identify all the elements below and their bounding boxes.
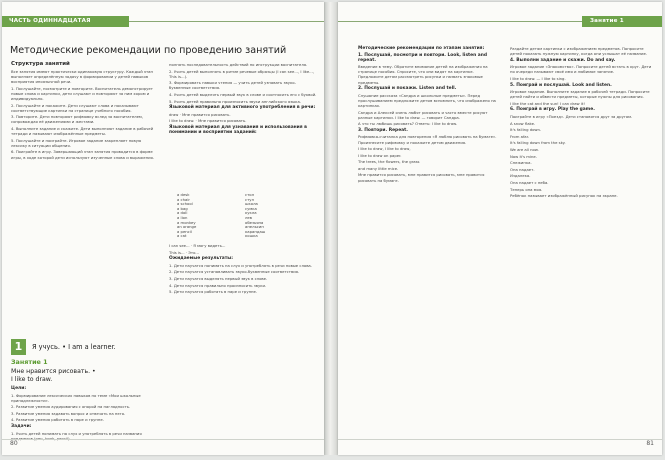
lesson-subtitle: Занятие 1 bbox=[11, 358, 48, 366]
paragraph: The trees, the flowers, the grass bbox=[358, 159, 420, 165]
paragraph: Мне нравится рисовать, мне нравится рисовать, мне нравится рисовать на бумаге. bbox=[358, 172, 485, 183]
paragraph: Ребёнок называет изображённый рисунок на экране. bbox=[510, 193, 618, 199]
paragraph: I like to draw on paper. bbox=[358, 152, 402, 158]
paragraph: I like the cat and the sun! I can draw it! bbox=[510, 100, 585, 106]
vocab-item: обезьяна bbox=[245, 219, 264, 225]
subheading: 2. Послушай и покажи. Listen and tell. bbox=[358, 86, 457, 92]
vocab-item: an orange bbox=[177, 224, 197, 230]
paragraph: I like to draw. · Мне нравится рисовать. bbox=[169, 118, 247, 124]
subheading: 6. Поиграй в игру. Play the game. bbox=[510, 107, 595, 113]
vocab-item: a chair bbox=[177, 196, 190, 202]
subheading: Ожидаемые результаты: bbox=[169, 256, 234, 262]
left-page bbox=[2, 2, 324, 455]
vocab-item: a desk bbox=[177, 192, 190, 197]
paragraph: This is... · Это... bbox=[169, 249, 200, 255]
vocab-item: лев bbox=[245, 214, 253, 220]
subheading: 4. Выполни задание и скажи. Do and say. bbox=[510, 57, 616, 63]
left-column-1-goals bbox=[11, 386, 157, 442]
paragraph: draw · Мне нравится рисовать. bbox=[169, 111, 231, 117]
paragraph: Снежинка. bbox=[510, 160, 532, 166]
paragraph: А что ты любишь рисовать? Ответь: I like to draw. bbox=[358, 121, 458, 127]
paragraph: 3. Формировать навыки чтения — учить детей узнавать звуко-буквенные соответствия. bbox=[169, 80, 296, 91]
paragraph: 5. Учить детей правильно произносить звуки английского языка. bbox=[169, 98, 302, 104]
paragraph: 3. Дети научатся выделять первый звук в слове. bbox=[169, 275, 268, 281]
paragraph: 3. Повторите. Дети повторяют рифмовку вслед за воспитателем, сопровождая её движениями и жестами. bbox=[11, 114, 143, 125]
paragraph: Раздайте детям картинки с изображением предметов. Попросите детей показать нужную картинку, когда они услышат её название. bbox=[510, 46, 648, 57]
paragraph: We are all now. bbox=[510, 147, 539, 152]
right-column-2 bbox=[510, 46, 654, 200]
header-rule bbox=[129, 21, 324, 22]
vocab-item: a monkey bbox=[177, 219, 196, 225]
left-column-1 bbox=[11, 62, 157, 161]
paragraph: 1. Послушайте, посмотрите и повторите. Воспитатель демонстрирует новые слова и картинки, дети слушают и повторяют за ним хором и индивидуально. bbox=[11, 85, 153, 102]
paragraph: 4. Развитие умения работать в паре и группе. bbox=[11, 417, 104, 423]
paragraph: полнять последовательность действий по инструкции воспитателя. bbox=[169, 62, 308, 67]
right-column-1 bbox=[358, 46, 498, 184]
paragraph: 2. Развитие умения аудирования с опорой на наглядность. bbox=[11, 404, 131, 410]
paragraph: Игровое задание «Знакомство». Попросите детей встать в круг. Дети по очереди называют своё имя и любимое занятие. bbox=[510, 64, 652, 75]
subheading: 5. Поиграй и послушай. Look and listen. bbox=[510, 82, 612, 88]
paragraph: 2. Послушайте и покажите. Дети слушают слова и показывают соответствующие картинки на странице учебного пособия. bbox=[11, 102, 139, 113]
paragraph: Издалека. bbox=[510, 173, 531, 179]
vocab-item: a doll bbox=[177, 210, 188, 216]
paragraph: and many little mice. bbox=[358, 165, 399, 171]
vocab-item: апельсин bbox=[245, 224, 264, 230]
paragraph: It's falling down from the sky. bbox=[510, 140, 566, 146]
paragraph: Сандра и Алексей очень любят рисовать и часто вместе рисуют разные картинки. I like to draw. — говорит Сандра. bbox=[358, 109, 488, 120]
subheading: Методические рекомендации по этапам занятия: bbox=[358, 46, 485, 51]
paragraph: It's falling down. bbox=[510, 127, 542, 133]
paragraph: Игровое задание. Выполните задание в рабочей тетради. Попросите детей найти и обвести предметы, которые нужны для рисования. bbox=[510, 89, 650, 100]
paragraph: 4. Выполните задание и скажите. Дети выполняют задание в рабочей тетради и называют изображённые предметы. bbox=[11, 126, 154, 137]
paragraph: Она падает с неба. bbox=[510, 179, 549, 185]
vocab-item: кукла bbox=[245, 210, 257, 216]
lesson-title: Я учусь. • I am a learner. bbox=[32, 343, 116, 351]
vocab-item: школа bbox=[245, 201, 258, 207]
footer-rule bbox=[338, 439, 662, 440]
lesson-topic bbox=[11, 368, 151, 384]
footer-rule bbox=[2, 439, 324, 440]
vocab-item: кошка bbox=[245, 233, 258, 239]
lesson-number: 1 bbox=[11, 339, 26, 355]
subheading: 3. Повтори. Repeat. bbox=[358, 127, 408, 133]
vocab-russian bbox=[245, 193, 305, 239]
paragraph: Она падает. bbox=[510, 166, 535, 172]
section-title: Методические рекомендации по проведению занятий bbox=[10, 45, 287, 56]
paragraph: Введение в тему. Обратите внимание детей на изображения на странице пособия. Спросите, что они видят на картинке. Предложите детям рассмотреть рисунки и назвать знакомые предметы. bbox=[358, 64, 488, 85]
vocab-item: a pencil bbox=[177, 228, 192, 234]
subheading: Структура занятий bbox=[11, 61, 70, 67]
book-spine bbox=[324, 2, 338, 455]
right-page bbox=[338, 2, 662, 455]
paragraph: Поиграйте в игру «Поезд». Дети становятся друг за другом. bbox=[510, 114, 633, 120]
lesson-topic-ru: Мне нравится рисовать. • bbox=[11, 368, 96, 375]
subheading: 1. Послушай, посмотри и повтори. Look, listen and repeat. bbox=[358, 52, 488, 63]
paragraph: 1. Учить детей понимать на слух и употреблять в речи названия bbox=[11, 430, 142, 436]
paragraph: 1. Дети научатся понимать на слух и употреблять в речи новые слова. bbox=[169, 262, 312, 268]
paragraph: Рифмовка-считалка для повторения «Я люблю рисовать на бумаге». Произнесите рифмовку и покажите детям движения. bbox=[358, 134, 497, 145]
paragraph: From afar. bbox=[510, 133, 530, 139]
lesson-topic-en: I like to draw. bbox=[11, 376, 53, 383]
paragraph: Слушание рассказа «Сандра и школьные предметы». Перед прослушиванием предложите детям вспомнить, что изображено на картинках. bbox=[358, 92, 496, 108]
vocab-english bbox=[177, 193, 237, 239]
paragraph: I like to draw, I like to draw, bbox=[358, 146, 411, 152]
vocab-item: стул bbox=[245, 196, 254, 202]
paragraph: 2. Учить детей выполнять в ритме речевые образцы (I can see..., I like..., This is...). bbox=[169, 68, 315, 79]
paragraph: 5. Дети научатся работать в паре и группе. bbox=[169, 289, 258, 295]
paragraph: I can see... · Я могу видеть... bbox=[169, 243, 226, 248]
left-column-2-results bbox=[169, 243, 317, 296]
subheading: Языковой материал для узнавания и использования в понимании и восприятии заданий: bbox=[169, 124, 307, 136]
vocab-item: сумка bbox=[245, 205, 257, 211]
subheading: Цели: bbox=[11, 386, 27, 391]
paragraph: Все занятия имеют практически одинаковую структуру. Каждый этап выполняет определённую задачу в формировании у детей навыков восприятия иноязычной речи. bbox=[11, 69, 153, 85]
paragraph: 2. Дети научатся устанавливать звуко-буквенные соответствия. bbox=[169, 269, 300, 275]
paragraph: 5. Послушайте и поиграйте. Игровое задание закрепляет новую лексику в ситуации общения. bbox=[11, 137, 142, 148]
paragraph: I like to draw. — I like to sing. bbox=[510, 75, 566, 81]
paragraph: Now it's mine. bbox=[510, 153, 537, 159]
paragraph: 1. Формирование лексических навыков по теме «Мои школьные принадлежности». bbox=[11, 392, 141, 403]
paragraph: 3. Развитие умения задавать вопрос и отвечать на него. bbox=[11, 410, 126, 416]
vocab-item: a cat bbox=[177, 233, 187, 239]
header-rule bbox=[338, 21, 582, 22]
page-number: 81 bbox=[646, 440, 654, 447]
chapter-header: ЧАСТЬ ОДИННАДЦАТАЯ bbox=[2, 16, 129, 27]
paragraph: Теперь она моя. bbox=[510, 186, 543, 192]
vocab-item: a bag bbox=[177, 205, 188, 211]
vocab-item: a lion bbox=[177, 214, 188, 220]
paragraph: 4. Учить детей выделять первый звук в слове и соотносить его с буквой. bbox=[169, 91, 317, 97]
paragraph: 4. Дети научатся правильно произносить звуки. bbox=[169, 282, 267, 288]
lesson-header: Занятие 1 bbox=[582, 16, 662, 27]
subheading: Задачи: bbox=[11, 424, 32, 430]
vocab-item: стол bbox=[245, 192, 255, 197]
vocab-item: карандаш bbox=[245, 228, 266, 234]
paragraph: A snow flake. bbox=[510, 120, 536, 126]
vocab-item: a school bbox=[177, 201, 193, 207]
subheading: Языковой материал для активного употребления в речи: bbox=[169, 105, 316, 111]
paragraph: 6. Поиграйте в игру. Завершающий этап занятия проводится в форме игры, в ходе которой дети используют изученные слова и выражения. bbox=[11, 149, 155, 160]
page-number: 80 bbox=[10, 440, 18, 447]
left-column-2 bbox=[169, 62, 317, 137]
